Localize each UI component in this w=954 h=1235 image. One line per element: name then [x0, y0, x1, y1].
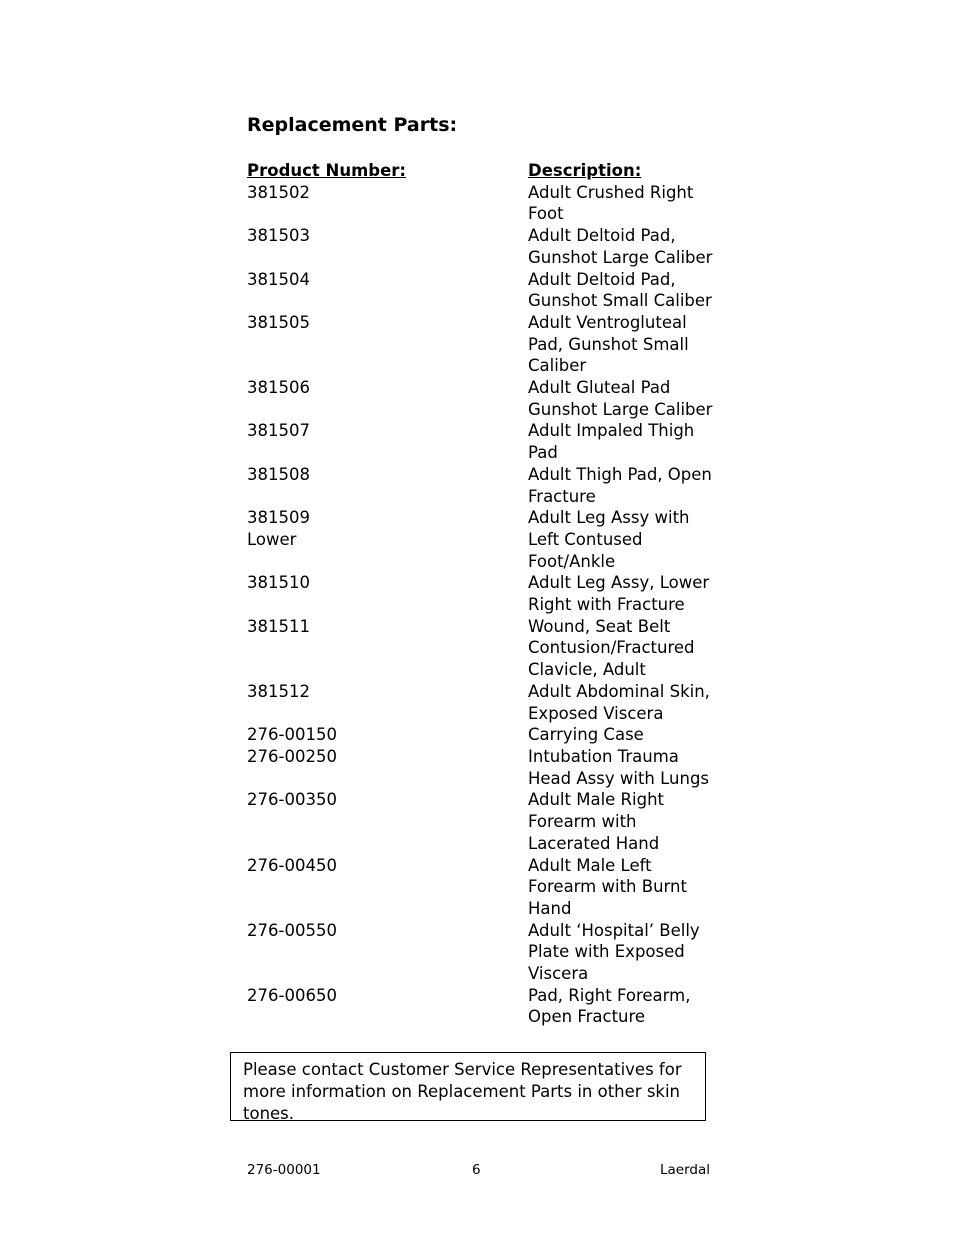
product-number: 381509 Lower — [247, 508, 310, 549]
product-number: 276-00350 — [247, 790, 337, 810]
table-row — [247, 681, 717, 724]
footer-document-number: 276-00001 — [247, 1162, 321, 1178]
product-description: Adult Thigh Pad, Open Fracture — [528, 464, 712, 506]
product-description: Adult Male Left Forearm with Burnt Hand — [528, 855, 687, 918]
product-description: Adult Gluteal Pad Gunshot Large Caliber — [528, 378, 713, 419]
footer-page-number: 6 — [472, 1162, 481, 1178]
table-row — [247, 312, 717, 377]
table-row — [247, 420, 717, 463]
product-number: 276-00550 — [247, 920, 337, 940]
product-number: 381503 — [247, 226, 310, 246]
product-number: 276-00450 — [247, 855, 337, 875]
product-number: 276-00250 — [247, 746, 337, 766]
product-number: 276-00150 — [247, 725, 337, 745]
table-row — [247, 269, 717, 312]
product-description: Carrying Case — [528, 725, 644, 745]
table-row — [247, 920, 717, 985]
product-number: 381502 — [247, 182, 310, 202]
table-row — [247, 985, 717, 1028]
product-description: Adult Leg Assy with Left Contused Foot/Ankle — [528, 508, 690, 571]
notice-box: Please contact Customer Service Representatives for more information on Replacement Parts in other skin tones. — [230, 1052, 706, 1121]
product-description: Adult Abdominal Skin, Exposed Viscera — [528, 681, 710, 723]
product-number: 381507 — [247, 421, 310, 441]
table-row — [247, 616, 717, 681]
product-number: 381512 — [247, 681, 310, 701]
table-row — [247, 572, 717, 615]
product-description: Adult Deltoid Pad, Gunshot Large Caliber — [528, 226, 713, 267]
product-description: Wound, Seat Belt Contusion/Fractured Clavicle, Adult — [528, 616, 695, 680]
product-description: Adult Deltoid Pad, Gunshot Small Caliber — [528, 269, 712, 311]
product-description: Adult Ventrogluteal Pad, Gunshot Small Caliber — [528, 312, 689, 376]
table-row — [247, 789, 717, 854]
table-row — [247, 507, 717, 572]
product-description: Intubation Trauma Head Assy with Lungs — [528, 746, 710, 788]
product-number: 276-00650 — [247, 985, 337, 1005]
product-number: 381504 — [247, 269, 310, 289]
table-row — [247, 182, 717, 225]
parts-table — [247, 160, 717, 1028]
product-description: Pad, Right Forearm, Open Fracture — [528, 985, 691, 1027]
product-number: 381505 — [247, 312, 310, 332]
page-title: Replacement Parts: — [247, 114, 458, 136]
footer-brand: Laerdal — [660, 1162, 711, 1178]
product-number: 381506 — [247, 378, 310, 398]
product-number: 381508 — [247, 464, 310, 484]
table-row — [247, 724, 717, 746]
header-description: Description: — [528, 161, 642, 180]
table-row — [247, 746, 717, 789]
table-body — [247, 182, 717, 1028]
header-product-number: Product Number: — [247, 161, 407, 180]
product-description: Adult ‘Hospital’ Belly Plate with Exposed Viscera — [528, 920, 700, 984]
table-row — [247, 225, 717, 268]
product-number: 381511 — [247, 616, 310, 636]
table-row — [247, 855, 717, 920]
product-description: Adult Crushed Right Foot — [528, 182, 694, 224]
product-description: Adult Impaled Thigh Pad — [528, 421, 695, 463]
table-row — [247, 377, 717, 420]
product-description: Adult Leg Assy, Lower Right with Fracture — [528, 573, 710, 615]
product-number: 381510 — [247, 573, 310, 593]
table-row — [247, 464, 717, 507]
product-description: Adult Male Right Forearm with Lacerated Hand — [528, 790, 665, 853]
table-header-row — [247, 160, 717, 182]
